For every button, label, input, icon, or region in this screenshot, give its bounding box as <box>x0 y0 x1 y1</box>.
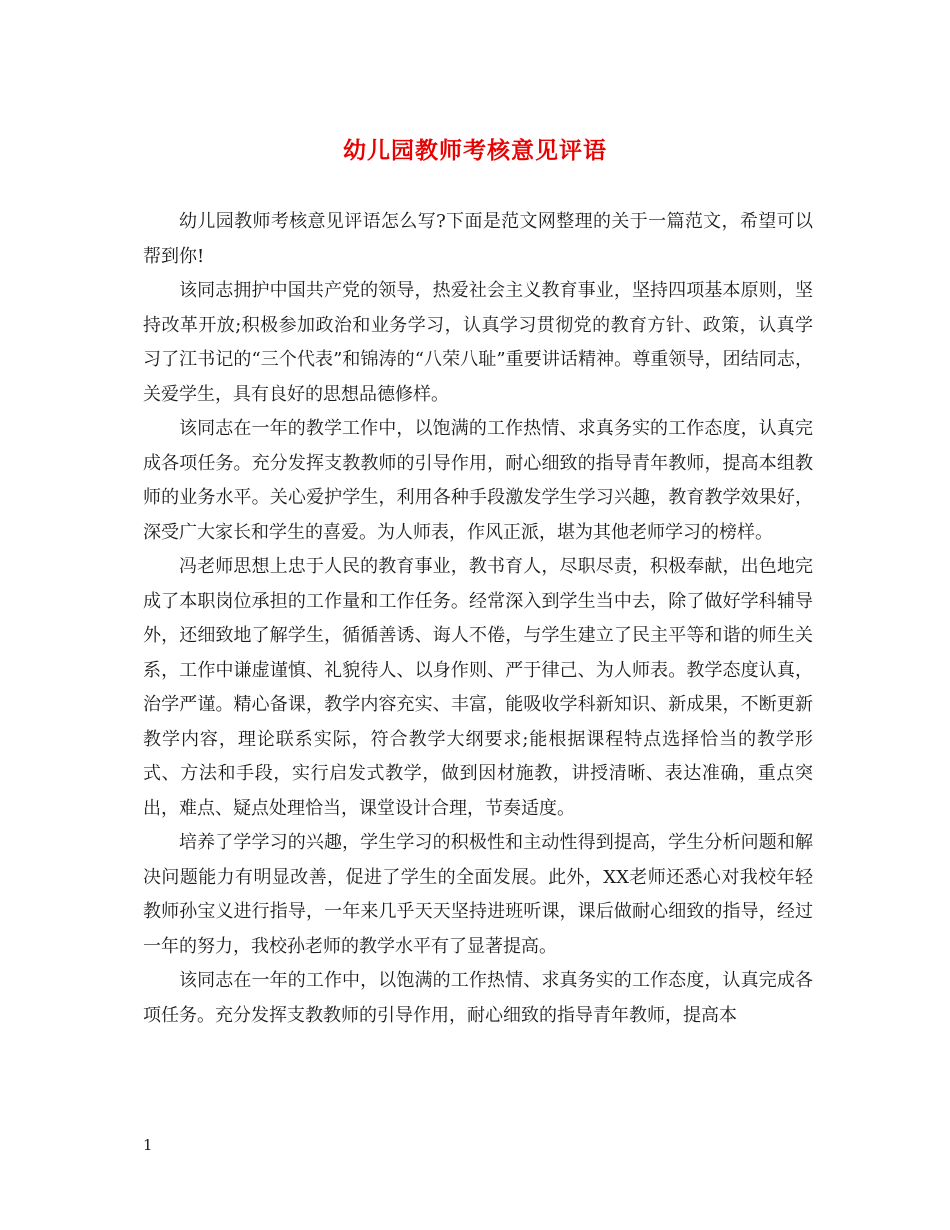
document-body <box>143 205 813 1033</box>
paragraph-political: 该同志拥护中国共产党的领导，热爱社会主义教育事业，坚持四项基本原则，坚持改革开放;积极参加政治和业务学习，认真学习贯彻党的教育方针、政策，认真学习了江书记的“三个代表”和锦涛的“八荣八耻”重要讲话精神。尊重领导，团结同志，关爱学生，具有良好的思想品德修样。 <box>143 280 813 405</box>
paragraph-student-interest: 培养了学学习的兴趣，学生学习的积极性和主动性得到提高，学生分析问题和解决问题能力有明显改善，促进了学生的全面发展。此外，XX老师还悉心对我校年轻教师孙宝义进行指导，一年来几乎天天坚持进班听课，课后做耐心细致的指导，经过一年的努力，我校孙老师的教学水平有了显著提高。 <box>143 832 813 957</box>
document-title: 幼儿园教师考核意见评语 <box>343 137 607 164</box>
paragraph-annual-work: 该同志在一年的工作中，以饱满的工作热情、求真务实的工作态度，认真完成各项任务。充分发挥支教教师的引导作用，耐心细致的指导青年教师，提高本 <box>143 970 813 1026</box>
paragraph-teacher-feng: 冯老师思想上忠于人民的教育事业，教书育人，尽职尽责，积极奉献，出色地完成了本职岗位承担的工作量和工作任务。经常深入到学生当中去，除了做好学科辅导外，还细致地了解学生，循循善诱、诲人不倦，与学生建立了民主平等和谐的师生关系，工作中谦虚谨慎、礼貌待人、以身作则、严于律己、为人师表。教学态度认真，治学严谨。精心备课，教学内容充实、丰富，能吸收学科新知识、新成果，不断更新教学内容，理论联系实际，符合教学大纲要求;能根据课程特点选择恰当的教学形式、方法和手段，实行启发式教学，做到因材施教，讲授清晰、表达准确，重点突出，难点、疑点处理恰当，课堂设计合理，节奏适度。 <box>143 556 813 819</box>
paragraph-teaching-work: 该同志在一年的教学工作中，以饱满的工作热情、求真务实的工作态度，认真完成各项任务。充分发挥支教教师的引导作用，耐心细致的指导青年教师，提高本组教师的业务水平。关心爱护学生，利用各种手段激发学生学习兴趣，教育教学效果好，深受广大家长和学生的喜爱。为人师表，作风正派，堪为其他老师学习的榜样。 <box>143 418 813 543</box>
page-number: 1 <box>143 1136 153 1154</box>
paragraph-intro: 幼儿园教师考核意见评语怎么写?下面是范文网整理的关于一篇范文，希望可以帮到你! <box>143 211 813 267</box>
